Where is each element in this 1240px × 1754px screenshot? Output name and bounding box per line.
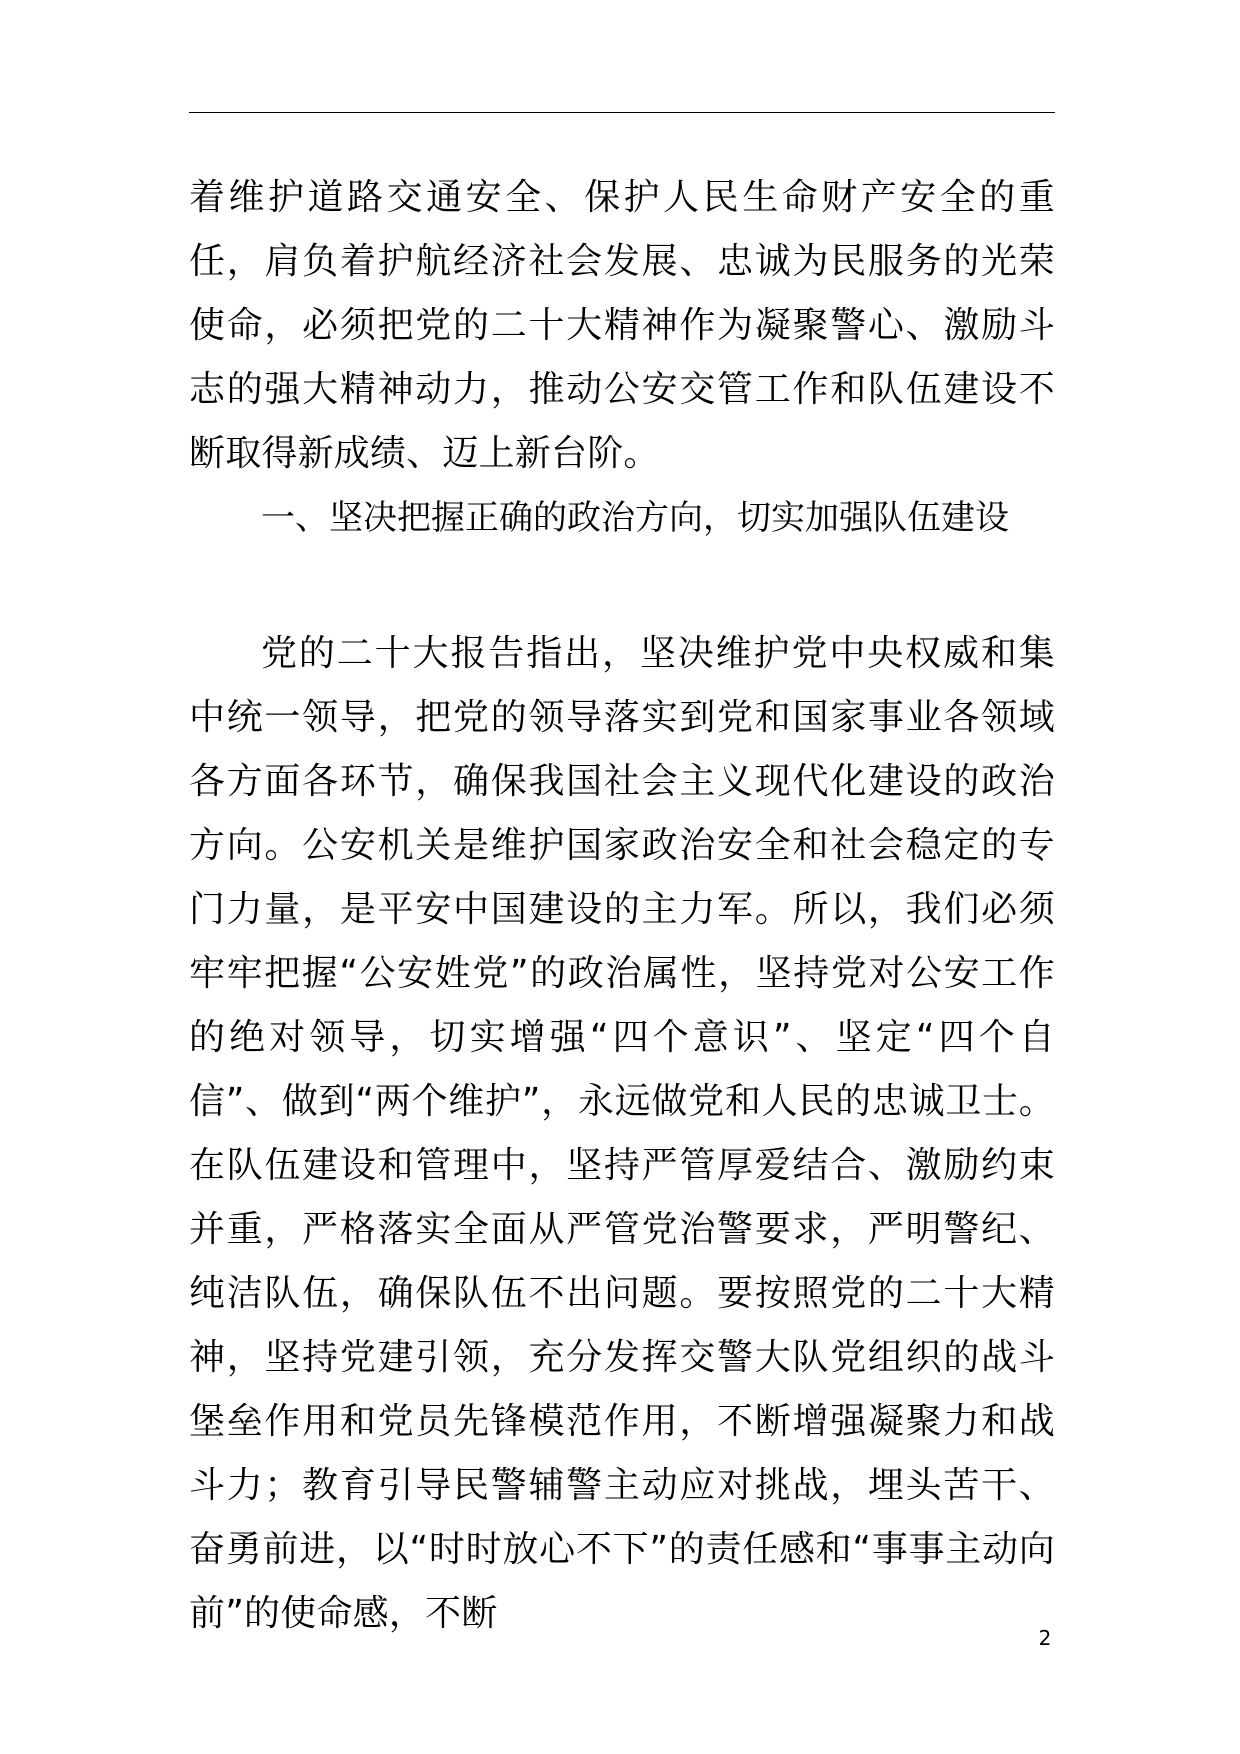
section-heading: 一、坚决把握正确的政治方向，切实加强队伍建设	[261, 498, 1009, 538]
paragraph-spacer	[189, 550, 1055, 622]
body-paragraph-continued: 着维护道路交通安全、保护人民生命财产安全的重任，肩负着护航经济社会发展、忠诚为民服务的光荣使命，必须把党的二十大精神作为凝聚警心、激励斗志的强大精神动力，推动公安交管工作和队伍建设不断取得新成绩、迈上新台阶。	[189, 177, 1055, 474]
page-number: 2	[1038, 1626, 1052, 1650]
body-paragraph: 党的二十大报告指出，坚决维护党中央权威和集中统一领导，把党的领导落实到党和国家事业各领域各方面各环节，确保我国社会主义现代化建设的政治方向。公安机关是维护国家政治安全和社会稳定的专门力量，是平安中国建设的主力军。所以，我们必须牢牢把握“公安姓党”的政治属性，坚持党对公安工作的绝对领导，切实增强“四个意识”、坚定“四个自信”、做到“两个维护”，永远做党和人民的忠诚卫士。在队伍建设和管理中，坚持严管厚爱结合、激励约束并重，严格落实全面从严管党治警要求，严明警纪、纯洁队伍，确保队伍不出问题。要按照党的二十大精神，坚持党建引领，充分发挥交警大队党组织的战斗堡垒作用和党员先锋模范作用，不断增强凝聚力和战斗力；教育引导民警辅警主动应对挑战，埋头苦干、奋勇前进，以“时时放心不下”的责任感和“事事主动向前”的使命感，不断	[189, 633, 1055, 1634]
header-rule	[189, 112, 1055, 113]
document-body	[189, 166, 1055, 1646]
